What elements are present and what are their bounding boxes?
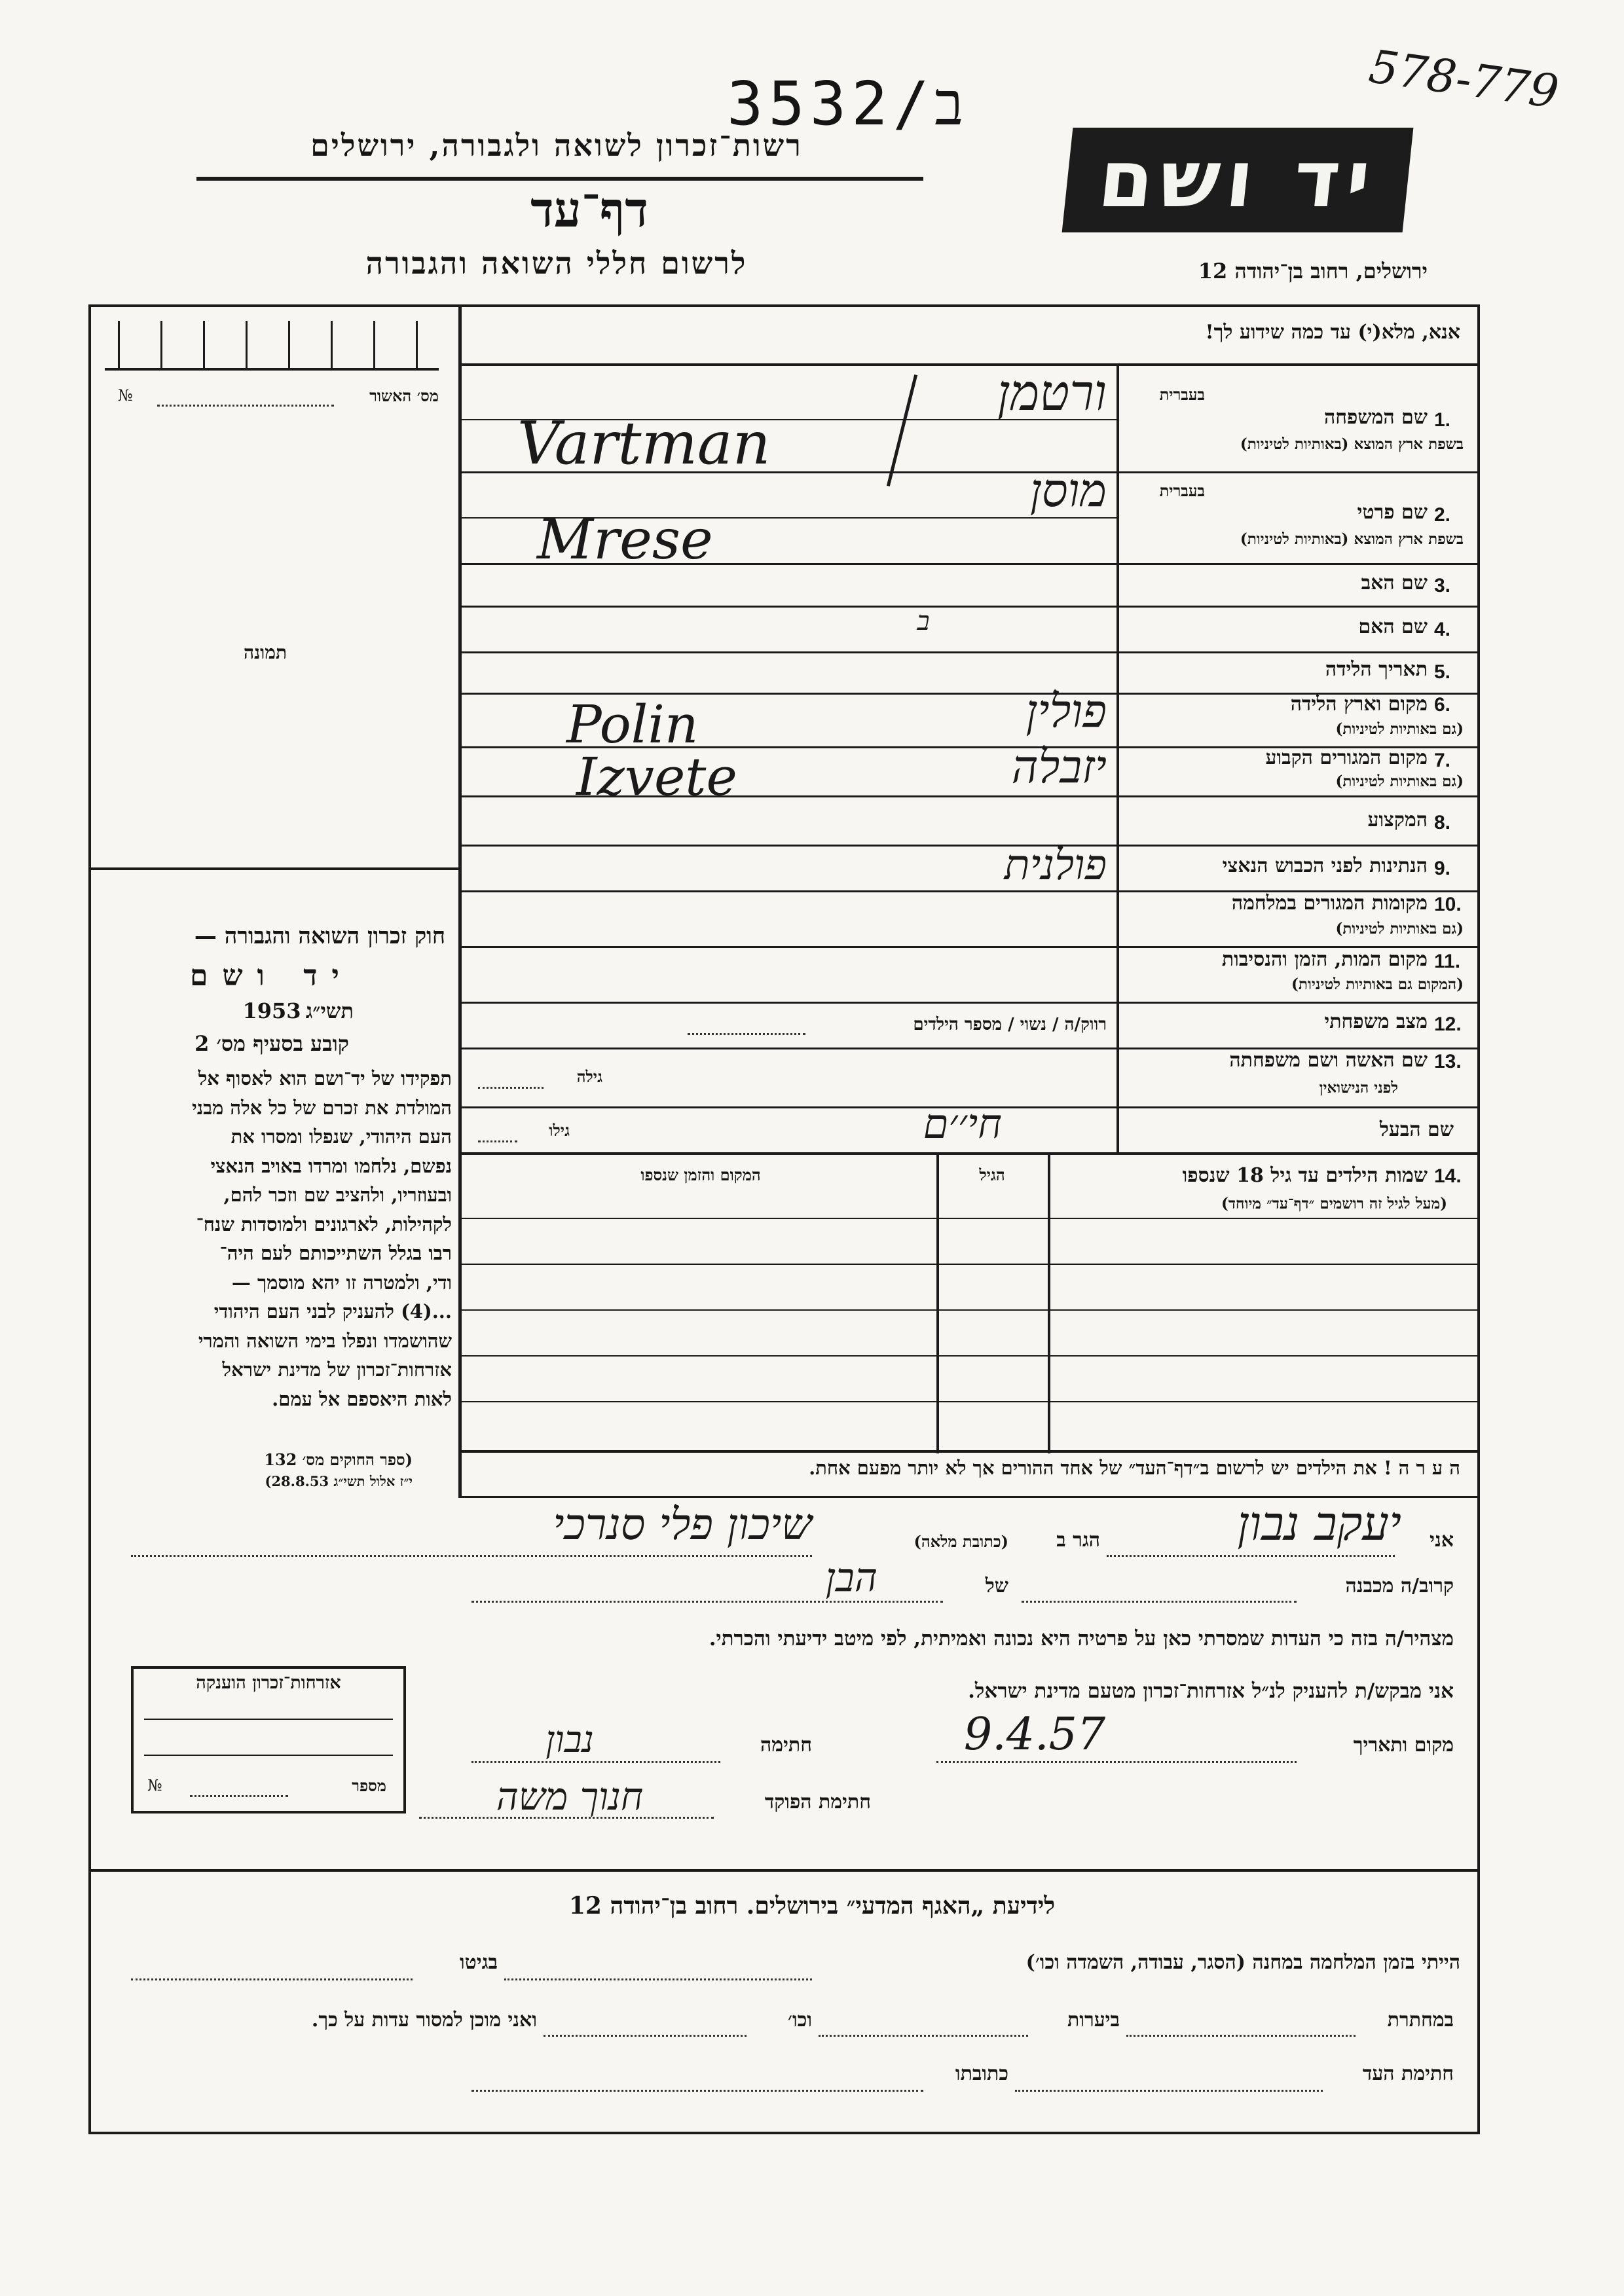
law-text-line: ובעוזריו, ולהציב שם וזכר להם, [223, 1184, 452, 1206]
law-text [98, 1064, 452, 1413]
field-7-number: 7. [1434, 750, 1451, 771]
law-section: קובע בסעיף מס׳ 2 [194, 1031, 349, 1056]
photo-label: תמונה [243, 642, 287, 663]
law-text-line: לאות היאספם אל עמם. [272, 1387, 452, 1410]
law-title: חוק זכרון השואה והגבורה — [194, 923, 445, 949]
authority-underline [196, 177, 923, 181]
children-row [462, 1401, 1480, 1402]
approval-number-label: מס׳ האשור [369, 386, 439, 405]
approval-number-field[interactable] [157, 405, 334, 407]
field-12-label: מצב משפחתי [1324, 1010, 1428, 1033]
field-2-number: 2. [1434, 504, 1451, 526]
law-text-line: אזרחות־זכרון של מדינת ישראל [222, 1358, 452, 1381]
law-hebrew-year: תשי״ג [305, 998, 354, 1023]
declarant-of-label: של [985, 1575, 1008, 1597]
place-date-label: מקום ותאריך [1353, 1734, 1454, 1757]
field-1-label: שם המשפחה [1323, 406, 1428, 429]
field-3-label: שם האב [1361, 572, 1428, 594]
institute-line3-b: כתובתו [955, 2062, 1008, 2085]
field-3-number: 3. [1434, 575, 1451, 596]
field-4-handwritten[interactable]: ב [917, 606, 930, 636]
field-7-sub: (גם באותיות לטיניות) [1335, 773, 1464, 790]
citizenship-line [144, 1719, 393, 1720]
field-6-sub: (גם באותיות לטיניות) [1335, 720, 1464, 738]
form-subtitle: לרשום חללי השואה והגבורה [365, 246, 748, 281]
institute-witness-signature-field[interactable] [1015, 2090, 1323, 2092]
field-1-number: 1. [1434, 409, 1451, 431]
declaration-text: מצהיר/ה בזה כי העדות שמסרתי כאן על פרטיה היא נכונה ואמיתית, לפי מיטב ידיעתי והכרתי. [709, 1627, 1454, 1650]
declarant-address-label: (כתובת מלאה) [913, 1532, 1008, 1551]
photo-bottom-border [88, 867, 458, 870]
law-text-line: תפקידו של יד־ושם הוא לאסוף אל [198, 1067, 452, 1089]
children-row [462, 1264, 1480, 1265]
institute-address-field[interactable] [471, 2090, 923, 2092]
approval-number-sign: № [118, 386, 133, 405]
field-1-handwritten-hebrew[interactable]: ורטמן [997, 363, 1107, 422]
field-12-dotted[interactable] [688, 1033, 805, 1035]
field-7-handwritten-hebrew[interactable]: יזבלה [1011, 740, 1107, 793]
field-9-handwritten[interactable]: פולנית [1004, 841, 1107, 890]
field-6-handwritten-hebrew[interactable]: פולין [1025, 684, 1107, 738]
field-12-inline: רווק/ה / נשוי / מספר הילדים [913, 1015, 1107, 1034]
institute-line1-a: הייתי בזמן המלחמה במחנה (הסגר, עבודה, השמדה וכו׳) [1025, 1951, 1460, 1974]
field-9-number: 9. [1434, 858, 1451, 879]
declarant-address-handwritten[interactable]: שיכון פלי סנרכי [553, 1499, 812, 1550]
declarant-relation-handwritten[interactable]: הבן [825, 1555, 877, 1601]
row-divider [458, 651, 1480, 653]
law-text-line: לקהילות, לארגונים ולמוסדות שנח־ [196, 1212, 452, 1235]
children-col-divider [936, 1152, 939, 1453]
field-2-handwritten-latin[interactable]: Mrese [537, 507, 713, 572]
children-col-divider [1048, 1152, 1050, 1453]
children-age-header: הגיל [979, 1165, 1005, 1184]
field-8-number: 8. [1434, 812, 1451, 833]
declarant-relation-label: קרוב/ה מכבנה [1345, 1575, 1454, 1597]
declarant-name-handwritten[interactable]: יעקב נבון [1237, 1496, 1401, 1551]
top-right-number: 578-779 [1365, 39, 1562, 119]
law-year: 1953 [242, 998, 301, 1023]
field-2-label: שם פרטי [1357, 501, 1428, 524]
field-2-hebrew-tag: בעברית [1159, 481, 1205, 500]
official-signature-handwritten[interactable]: חנוך משה [496, 1774, 644, 1819]
law-name: יד ושם [190, 959, 354, 993]
official-signature-label: חתימת הפוקד [764, 1791, 871, 1813]
field-12-number: 12. [1434, 1013, 1462, 1035]
field-5-number: 5. [1434, 661, 1451, 683]
field-9-label: הנתינות לפני הכבוש הנאצי [1222, 854, 1428, 877]
institute-line2-a: במחתרת [1387, 2009, 1454, 2032]
children-bottom [458, 1450, 1480, 1453]
field-6-handwritten-latin[interactable]: Polin [566, 694, 699, 755]
field-11-label: מקום המות, הזמן והנסיבות [1221, 948, 1428, 971]
children-row [462, 1218, 1480, 1219]
field-1-sub: בשפת ארץ המוצא (באותיות לטיניות) [1240, 435, 1464, 453]
field-1-hebrew-tag: בעברית [1159, 385, 1205, 404]
law-text-line: שהושמדו ונפלו בימי השואה והמרי [198, 1329, 452, 1352]
request-text: אני מבקש/ת להעניק לנ״ל אזרחות־זכרון מטעם מדינת ישראל. [968, 1679, 1454, 1703]
field-4-label: שם האם [1358, 615, 1428, 638]
law-text-line: רבו בגלל השתייכותם לעם היה־ [219, 1242, 452, 1264]
citizenship-number-label: מספר [352, 1776, 386, 1795]
field-10-sub: (גם באותיות לטיניות) [1335, 920, 1464, 938]
institute-forests-field[interactable] [819, 2035, 1028, 2037]
field-6-label: מקום וארץ הלידה [1290, 693, 1428, 716]
institute-line2-b: ביערות [1067, 2009, 1120, 2032]
husband-age-label: גילו [549, 1121, 570, 1140]
field-1-handwritten-latin[interactable]: Vartman [517, 409, 771, 478]
husband-handwritten[interactable]: חי׳׳ם [923, 1100, 1002, 1148]
signature-handwritten[interactable]: נבון [545, 1719, 594, 1761]
institute-underground-field[interactable] [1126, 2035, 1356, 2037]
law-source-2: י״ז אלול תשי״ג 28.8.53) [265, 1473, 413, 1489]
institute-etc-field[interactable] [544, 2035, 747, 2037]
field-10-number: 10. [1434, 894, 1462, 915]
law-text-line: העם היהודי, שנפלו ומסרו את [231, 1125, 452, 1148]
logo-text: יד ושם [1094, 134, 1382, 225]
field-4-number: 4. [1434, 619, 1451, 640]
place-date-handwritten[interactable]: 9.4.57 [963, 1709, 1106, 1760]
left-column-divider [458, 304, 462, 1496]
signature-field[interactable] [471, 1761, 720, 1763]
law-text-line: ...(4) להעניק לבני העם היהודי [213, 1300, 452, 1322]
husband-label: שם הבעל [1379, 1118, 1454, 1141]
place-date-field[interactable] [936, 1761, 1297, 1763]
field-13-age-label: גילה [576, 1067, 602, 1086]
children-place-header: המקום והזמן שנספו [640, 1165, 761, 1184]
label-column-divider [1116, 363, 1119, 1152]
intro-text: אנא, מלא(י) עד כמה שידוע לך! [1205, 321, 1460, 344]
institute-line3-a: חתימת העד [1362, 2062, 1454, 2085]
citizenship-number-field[interactable] [190, 1795, 288, 1797]
field-7-label: מקום המגורים הקבוע [1265, 746, 1428, 769]
institute-camp-field[interactable] [504, 1978, 812, 1980]
field-13-age-field[interactable] [478, 1087, 544, 1089]
signature-label: חתימה [760, 1734, 812, 1757]
children-row [462, 1355, 1480, 1357]
field-13-sub: לפני הנישואין [1319, 1079, 1398, 1097]
declarant-relation-field[interactable] [1022, 1601, 1297, 1603]
field-6-number: 6. [1434, 694, 1451, 716]
law-source-1: (ספר החוקים מס׳ 132 [264, 1450, 413, 1469]
declarant-name-field[interactable] [1107, 1555, 1395, 1557]
row-divider [458, 606, 1480, 608]
institute-line2-d: ואני מוכן למסור עדות על כך. [311, 2009, 537, 2032]
law-text-line: המולדת את זכרם של כל אלה מבני [192, 1096, 452, 1119]
logo [1062, 128, 1414, 232]
yad-vashem-address: ירושלים, רחוב בן־יהודה 12 [1198, 259, 1428, 283]
field-13-number: 13. [1434, 1051, 1462, 1072]
husband-age-field[interactable] [478, 1140, 517, 1142]
field-11-sub: (המקום גם באותיות לטיניות) [1291, 975, 1464, 993]
institute-line2-c: וכו׳ [788, 2009, 812, 2032]
field-2-handwritten-hebrew[interactable]: מוסן [1029, 464, 1107, 517]
field-11-number: 11. [1434, 951, 1461, 972]
authority-line: רשות־זכרון לשואה ולגבורה, ירושלים [310, 128, 803, 163]
children-row [462, 1309, 1480, 1311]
children-note: ה ע ר ה ! את הילדים יש לרשום ב״דף־העד״ של אחד ההורים אך לא יותר מפעם אחת. [809, 1457, 1460, 1479]
form-title: דף־עד [530, 182, 648, 238]
row-divider [458, 1002, 1480, 1004]
field-10-label: מקומות המגורים במלחמה [1231, 892, 1428, 915]
children-number: 14. [1434, 1165, 1462, 1187]
field-13-label: שם האשה ושם משפחתה [1229, 1049, 1428, 1072]
field-5-label: תאריך הלידה [1325, 658, 1428, 681]
field-7-handwritten-latin[interactable]: Izvete [576, 746, 737, 807]
declarant-ani-label: אני [1430, 1529, 1454, 1552]
institute-line1-b: בגיטו [459, 1951, 498, 1974]
office-boxes [105, 321, 439, 371]
institute-top-border [88, 1869, 1480, 1872]
field-2-sub: בשפת ארץ המוצא (באותיות לטיניות) [1240, 530, 1464, 548]
citizenship-number-sign: № [147, 1776, 162, 1795]
institute-title: לידיעת „האגף המדעי״ בירושלים. רחוב בן־יהודה 12 [568, 1892, 1056, 1920]
citizenship-line [144, 1755, 393, 1756]
children-sub: (מעל לגיל זה רושמים ״דף־עד״ מיוחד) [1221, 1195, 1447, 1212]
row-divider [458, 1152, 1480, 1155]
field-8-label: המקצוע [1367, 809, 1428, 831]
children-label: שמות הילדים עד גיל 18 שנספו [1182, 1164, 1428, 1187]
institute-ghetto-field[interactable] [131, 1978, 413, 1980]
law-text-line: נפשם, נלחמו ומרדו באויב הנאצי [210, 1154, 452, 1177]
declarant-gar-label: הגר ב [1056, 1529, 1100, 1552]
law-text-line: ודי, ולמטרה זו יהא מוסמך — [231, 1271, 452, 1294]
reference-number: 3532/ב [727, 69, 969, 139]
declarant-of-field[interactable] [471, 1601, 943, 1603]
citizenship-title: אזרחות־זכרון הוענקה [196, 1673, 341, 1693]
